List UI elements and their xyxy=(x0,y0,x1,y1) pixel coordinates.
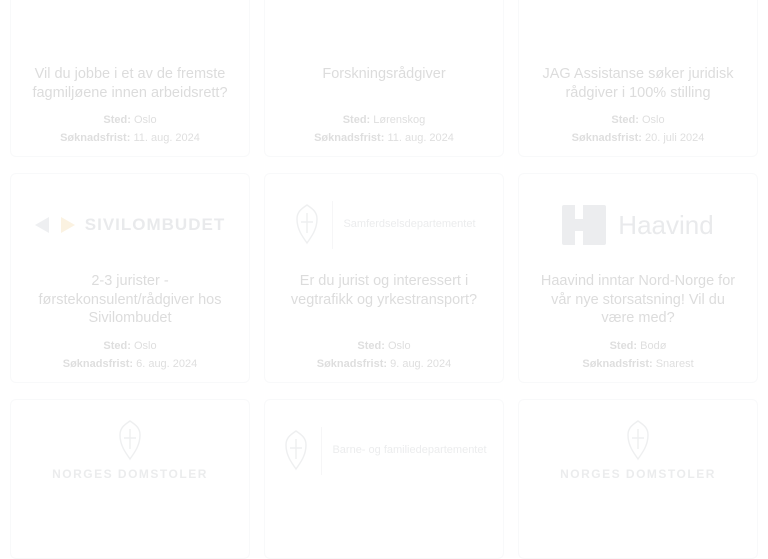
location-label: Sted: xyxy=(342,114,371,127)
domstoler-logo xyxy=(52,419,208,483)
deadline-label: Søknadsfrist: xyxy=(316,357,388,370)
deadline-label: Søknadsfrist: xyxy=(60,132,131,145)
haavind-mark-icon xyxy=(562,205,606,245)
job-title: JAG Assistanse søker juridisk rådgiver i 100% stilling xyxy=(542,66,734,101)
deadline-value: 6. aug. 2024 xyxy=(136,357,198,370)
logo-text: NORGES DOMSTOLER xyxy=(52,466,208,481)
divider xyxy=(332,201,333,249)
deadline-value: 9. aug. 2024 xyxy=(390,357,452,370)
job-deadline xyxy=(582,358,693,370)
job-deadline xyxy=(572,132,705,144)
location-value: Bodø xyxy=(640,339,667,352)
job-title: Haavind inntar Nord-Norge for vår nye storsatsning! Vil du være med? xyxy=(540,273,736,327)
logo-text: Haavind xyxy=(618,209,714,240)
job-location xyxy=(103,114,156,126)
employer-logo xyxy=(533,188,743,262)
job-card[interactable] xyxy=(264,0,504,157)
deadline-value: Snarest xyxy=(655,357,694,370)
domstoler-logo xyxy=(560,419,716,483)
job-card-grid xyxy=(10,0,758,559)
job-location xyxy=(343,114,426,126)
departement-logo xyxy=(292,201,475,249)
location-label: Sted: xyxy=(103,339,131,352)
job-card[interactable] xyxy=(518,399,758,559)
deadline-value: 20. juli 2024 xyxy=(645,132,705,145)
deadline-label: Søknadsfrist: xyxy=(571,132,642,145)
job-card[interactable] xyxy=(264,173,504,383)
job-location xyxy=(357,340,410,352)
location-value: Oslo xyxy=(387,339,411,352)
logo-text: SIVILOMBUDET xyxy=(84,215,226,235)
job-card[interactable] xyxy=(518,173,758,383)
location-value: Lørenskog xyxy=(373,114,426,127)
logo-text: NORGES DOMSTOLER xyxy=(560,466,716,481)
haavind-logo xyxy=(562,205,713,245)
employer-logo xyxy=(279,0,489,55)
job-title: 2-3 jurister - førstekonsulent/rådgiver hos Sivilombudet xyxy=(38,273,222,327)
job-deadline xyxy=(60,132,200,144)
logo-text: Barne- og familiedepartementet xyxy=(332,443,487,456)
employer-logo xyxy=(279,188,489,262)
location-label: Sted: xyxy=(609,339,638,352)
location-label: Sted: xyxy=(357,339,385,352)
norwegian-crest-icon xyxy=(623,419,653,463)
location-label: Sted: xyxy=(103,114,131,127)
job-deadline xyxy=(317,358,452,370)
arrow-mark-icon xyxy=(35,214,75,236)
job-card[interactable] xyxy=(10,173,250,383)
job-deadline xyxy=(63,358,198,370)
job-card[interactable] xyxy=(518,0,758,157)
location-value: Oslo xyxy=(133,114,157,127)
norwegian-crest-icon xyxy=(281,429,311,473)
job-location xyxy=(103,340,156,352)
job-card[interactable] xyxy=(10,0,250,157)
job-deadline xyxy=(314,132,454,144)
job-location xyxy=(611,114,664,126)
sivilombudet-logo xyxy=(35,214,225,236)
employer-logo xyxy=(25,188,235,262)
norwegian-crest-icon xyxy=(115,419,145,463)
deadline-value: 11. aug. 2024 xyxy=(133,132,200,145)
job-title: Vil du jobbe i et av de fremste fagmiljøene innen arbeidsrett? xyxy=(32,66,228,101)
divider xyxy=(321,427,322,475)
employer-logo xyxy=(25,414,235,488)
deadline-label: Søknadsfrist: xyxy=(582,357,653,370)
job-title: Forskningsrådgiver xyxy=(322,66,446,82)
job-card[interactable] xyxy=(10,399,250,559)
deadline-label: Søknadsfrist: xyxy=(62,357,134,370)
job-card[interactable] xyxy=(264,399,504,559)
deadline-value: 11. aug. 2024 xyxy=(387,132,454,145)
employer-logo xyxy=(533,414,743,488)
logo-text: Samferdselsdepartementet xyxy=(343,218,476,231)
departement-logo xyxy=(281,427,486,475)
job-location xyxy=(610,340,667,352)
location-label: Sted: xyxy=(611,114,639,127)
employer-logo xyxy=(279,414,489,488)
job-title: Er du jurist og interessert i vegtrafikk og yrkestransport? xyxy=(290,273,478,308)
location-value: Oslo xyxy=(641,114,665,127)
deadline-label: Søknadsfrist: xyxy=(314,132,385,145)
location-value: Oslo xyxy=(133,339,157,352)
employer-logo xyxy=(25,0,235,55)
employer-logo xyxy=(533,0,743,55)
norwegian-crest-icon xyxy=(292,203,322,247)
